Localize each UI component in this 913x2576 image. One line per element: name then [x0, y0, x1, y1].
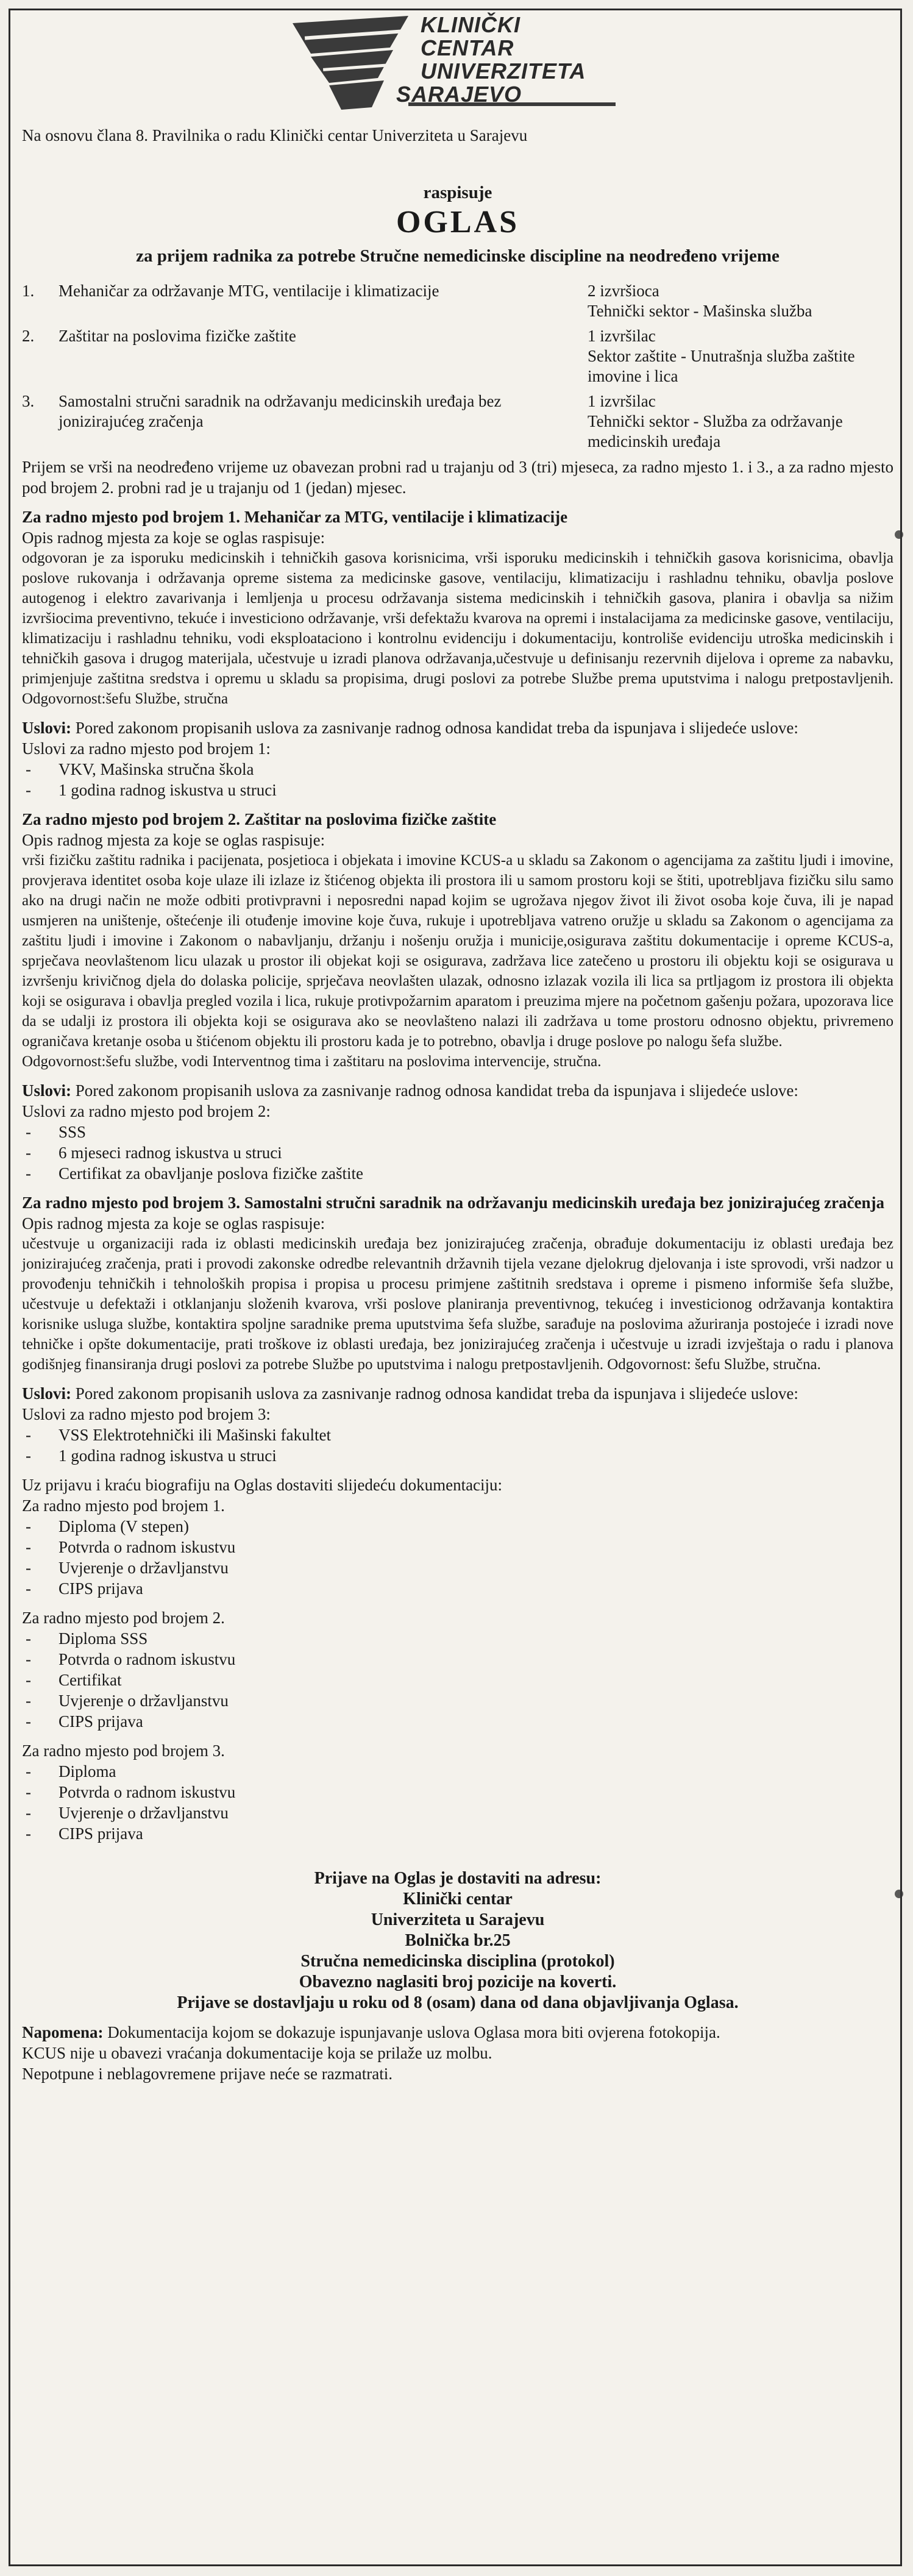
- list-item: - Uvjerenje o državljanstvu: [22, 1802, 893, 1823]
- footer-line: Univerziteta u Sarajevu: [371, 1910, 545, 1929]
- logo-line-3: UNIVERZITETA: [421, 59, 586, 84]
- position-number: 3.: [22, 392, 35, 410]
- description-text: učestvuje u organizaciji rada iz oblasti medicinskih uređaja bez jonizirajućeg zračenja, obrađuje dokumentaciju iz oblasti uređaja bez jonizirajućeg zračenja, prati i provodi zakonske odredbe relevantnih državnih tijela vezane djelokrug djelovanja i iste sprovodi, vrši nadzor u provođenju tehničkih i tehnoloških propisa i propisa u procesu primjene zaštitnih sredstava i opreme i pismeno informiše šefa službe, učestvuje u defektaži i otklanjanju složenih kvarova, vrši poslove planiranja preventivnog, tekućeg i investicionog održavanja kontaktira korisnike usluga službe, kontaktira spoljne saradnike prema uputstvima šefa službe, sarađuje na poslovima ažuriranja postojeće i izradi nove tehničke i opšte dokumentacije, prati troškove iz oblasti uređaja, bez jonizirajućeg zračenja i učestvuje u izradi izvještaja o radu i planova godišnjeg finansiranja drugi poslovi za potrebe Službe po uputstvima i nalogu pretpostavljenih. Odgovornost: šefu Službe, stručna.: [22, 1236, 893, 1373]
- note-text: [22, 2022, 893, 2043]
- list-item: - SSS: [22, 1122, 893, 1142]
- list-item: - Diploma (V stepen): [22, 1516, 893, 1537]
- description-label: Opis radnog mjesta za koje se oglas raspisuje:: [22, 1214, 325, 1233]
- position-number: 1.: [22, 282, 35, 300]
- documents-group-label: Za radno mjesto pod brojem 3.: [22, 1742, 225, 1760]
- section-position-1: [22, 507, 893, 800]
- note-section: [22, 2022, 893, 2084]
- positions-table: [22, 281, 893, 457]
- footer-line: Obavezno naglasiti broj pozicije na koverti.: [299, 1973, 617, 1991]
- position-name: Zaštitar na poslovima fizičke zaštite: [59, 327, 296, 345]
- conditions-text: [22, 1080, 893, 1101]
- list-item: - Certifikat: [22, 1670, 893, 1690]
- position-count-unit: [588, 281, 893, 326]
- footer-line: Stručna nemedicinska disciplina (protokol): [300, 1952, 615, 1971]
- conditions-text: [22, 1383, 893, 1404]
- footer-line: Prijave se dostavljaju u roku od 8 (osam) dana od dana objavljivanja Oglasa.: [177, 1993, 739, 2012]
- list-item: - VSS Elektrotehnički ili Mašinski fakultet: [22, 1425, 893, 1445]
- documents-group-label: Za radno mjesto pod brojem 2.: [22, 1609, 225, 1627]
- position-count-unit: [588, 391, 893, 457]
- list-item: - Uvjerenje o državljanstvu: [22, 1557, 893, 1578]
- section-position-3: [22, 1192, 893, 1466]
- description-label: Opis radnog mjesta za koje se oglas raspisuje:: [22, 528, 325, 547]
- section-heading: Za radno mjesto pod brojem 3. Samostalni stručni saradnik na održavanju medicinskih uređaja bez jonizirajućeg zračenja: [22, 1194, 885, 1212]
- list-item: - CIPS prijava: [22, 1711, 893, 1732]
- position-count: 2 izvršioca: [588, 282, 659, 300]
- conditions-label: Uslovi:: [22, 719, 71, 737]
- position-count: 1 izvršilac: [588, 327, 656, 345]
- list-item: - Potvrda o radnom iskustvu: [22, 1782, 893, 1802]
- conditions-body: Pored zakonom propisanih uslova za zasnivanje radnog odnosa kandidat treba da ispunjava i slijedeće uslove:: [71, 719, 798, 737]
- footer-line: Klinički centar: [403, 1890, 513, 1909]
- kcus-logo: [286, 11, 628, 115]
- documents-list: [22, 1628, 893, 1732]
- list-item: - Potvrda o radnom iskustvu: [22, 1537, 893, 1557]
- description-text: odgovoran je za isporuku medicinskih i tehničkih gasova korisnicima, vrši isporuku medicinskih i tehničkih gasova korisnicima, obavlja poslove rukovanja i održavanja opreme sistema za medicinske gasove, ventilaciju, klimatizaciju i rashladnu tehniku, obavlja poslove autogenog i elektro zavarivanja i lemljenja u procesu održavanja sistema medicinskih i tehničkih gasova, planira i obavlja sa nižim izvršiocima preventivno, tekuće i investiciono održavanje, vrši defektažu kvarova na opremi i instalacijama za medicinske gasove, ventilaciju, klimatizaciju i rashladnu tehniku, vodi eksploataciono i kontrolnu evidenciju i dokumentaciju, kontroliše evidenciju utroška medicinskih i tehničkih gasova i drugog materijala, učestvuje u izradi planova održavanja,učestvuje u definisanju rezervnih dijelova i opreme za nabavku, primjenjuje zaštitna sredstva i opremu u skladu sa propisima, drugi poslovi za potrebe Službe prema uputstvima i nalogu pretpostavljenih. Odgovornost:šefu Službe, stručna: [22, 550, 893, 707]
- list-item: - 1 godina radnog iskustva u struci: [22, 1445, 893, 1466]
- list-item: - Diploma SSS: [22, 1628, 893, 1649]
- list-item: - VKV, Mašinska stručna škola: [22, 759, 893, 780]
- position-count-unit: [588, 326, 893, 391]
- conditions-sub: Uslovi za radno mjesto pod brojem 2:: [22, 1102, 271, 1120]
- list-item: - 1 godina radnog iskustva u struci: [22, 780, 893, 800]
- position-count: 1 izvršilac: [588, 392, 656, 410]
- documents-list: [22, 1516, 893, 1599]
- list-item: - CIPS prijava: [22, 1823, 893, 1844]
- position-unit: Sektor zaštite - Unutrašnja služba zaštite imovine i lica: [588, 347, 855, 385]
- position-name: Samostalni stručni saradnik na održavanju medicinskih uređaja bez jonizirajućeg zračenja: [59, 392, 502, 430]
- position-unit: Tehnički sektor - Mašinska služba: [588, 302, 812, 320]
- footer-line: Prijave na Oglas je dostaviti na adresu:: [314, 1869, 602, 1888]
- list-item: - CIPS prijava: [22, 1578, 893, 1599]
- oglas-title: OGLAS: [396, 205, 520, 240]
- document-body: [22, 125, 893, 2084]
- documents-section: [22, 1475, 893, 1844]
- note-label: Napomena:: [22, 2023, 104, 2041]
- logo-line-4: SARAJEVO: [396, 82, 522, 107]
- submission-address: [22, 1868, 893, 2013]
- section-position-2: [22, 809, 893, 1184]
- documents-intro: Uz prijavu i kraću biografiju na Oglas dostaviti slijedeću dokumentaciju:: [22, 1476, 503, 1494]
- footer-line: Bolnička br.25: [405, 1931, 511, 1950]
- note-line: Nepotpune i neblagovremene prijave neće se razmatrati.: [22, 2065, 393, 2083]
- table-row: [22, 391, 893, 457]
- punch-hole: [895, 1890, 903, 1898]
- note-body: Dokumentacija kojom se dokazuje ispunjavanje uslova Oglasa mora biti ovjerena fotokopija.: [103, 2023, 720, 2041]
- punch-hole: [895, 530, 903, 539]
- requirements-list: [22, 759, 893, 800]
- raspisuje-label: raspisuje: [423, 183, 492, 202]
- position-unit: Tehnički sektor - Služba za održavanje medicinskih uređaja: [588, 412, 843, 450]
- position-number: 2.: [22, 327, 35, 345]
- logo-line-2: CENTAR: [421, 35, 514, 60]
- table-row: [22, 281, 893, 326]
- conditions-body: Pored zakonom propisanih uslova za zasnivanje radnog odnosa kandidat treba da ispunjava i slijedeće uslove:: [71, 1384, 798, 1403]
- probation-text: Prijem se vrši na neodređeno vrijeme uz obavezan probni rad u trajanju od 3 (tri) mjeseca, za radno mjesto 1. i 3., a za radno mjesto pod brojem 2. probni rad je u trajanju od 1 (jedan) mjesec.: [22, 458, 893, 497]
- intro-text: Na osnovu člana 8. Pravilnika o radu Klinički centar Univerziteta u Sarajevu: [22, 126, 528, 144]
- conditions-sub: Uslovi za radno mjesto pod brojem 1:: [22, 739, 271, 758]
- conditions-sub: Uslovi za radno mjesto pod brojem 3:: [22, 1405, 271, 1423]
- list-item: - Potvrda o radnom iskustvu: [22, 1649, 893, 1670]
- section-heading: Za radno mjesto pod brojem 2. Zaštitar na poslovima fizičke zaštite: [22, 810, 497, 828]
- list-item: - Certifikat za obavljanje poslova fizičke zaštite: [22, 1163, 893, 1184]
- list-item: - Diploma: [22, 1761, 893, 1782]
- requirements-list: [22, 1122, 893, 1184]
- documents-list: [22, 1761, 893, 1844]
- oglas-subtitle: za prijem radnika za potrebe Stručne nemedicinske discipline na neodređeno vrijeme: [136, 246, 780, 266]
- position-name: Mehaničar za održavanje MTG, ventilacije i klimatizacije: [59, 282, 439, 300]
- list-item: - Uvjerenje o državljanstvu: [22, 1690, 893, 1711]
- conditions-label: Uslovi:: [22, 1081, 71, 1100]
- documents-group-label: Za radno mjesto pod brojem 1.: [22, 1496, 225, 1515]
- requirements-list: [22, 1425, 893, 1466]
- logo-line-1: KLINIČKI: [421, 12, 520, 37]
- section-heading: Za radno mjesto pod brojem 1. Mehaničar za MTG, ventilacije i klimatizacije: [22, 508, 568, 526]
- table-row: [22, 326, 893, 391]
- list-item: - 6 mjeseci radnog iskustva u struci: [22, 1142, 893, 1163]
- description-text: vrši fizičku zaštitu radnika i pacijenata, posjetioca i objekata i imovine KCUS-a u skladu sa Zakonom o agencijama za zaštitu ljudi i imovine, provjerava identitet osoba koje ulaze ili izlaze iz štićenog objekta ili prostora ili u samom prostoru koji se štiti, upotrebljava fizičku silu samo ako na drugi način ne može odbiti protivpravni i neposredni napad kojim se ugrožava njegov život ili život osoba koje čuva, ili je napad usmjeren na uništenje, oštećenje ili otuđenje imovine koje čuva, rukuje i upotrebljava vatreno oružje u skladu sa Zakonom o agencijama za zaštitu ljudi i imovine i Zakonom o nabavljanju, držanju i nošenju oružja i municije,osigurava zaštitu dokumentacije i opreme KCUS-a, sprječava neovlaštenom licu ulazak u prostor ili objekat koji se osigurava, zadržava lice zatečeno u prostoru ili objektu koji se osigurava u izvršenju krivičnog djela do dolaska policije, sprječava neovlašten ulazak, odnosno izlazak vozila ili lica sa prtljagom iz prostora ili objekta koji se osigurava i obavlja pregled vozila i lica, rukuje protivpožarnim aparatom i preuzima mjere na početnom gašenju požara, upozorava lice da se udalji iz prostora ili objekta koji se osigurava ako se neovlašteno nalazi ili zadržava u tome prostoru odnosno objektu, privremeno ograničava kretanje osoba u štićenom objektu ili prostoru kada je to potrebno, obavlja i druge poslove po nalogu šefa službe.: [22, 852, 893, 1050]
- conditions-label: Uslovi:: [22, 1384, 71, 1403]
- responsibility-text: Odgovornost:šefu službe, vodi Interventnog tima i zaštitaru na poslovima intervencije, stručna.: [22, 1053, 602, 1070]
- description-label: Opis radnog mjesta za koje se oglas raspisuje:: [22, 831, 325, 849]
- conditions-body: Pored zakonom propisanih uslova za zasnivanje radnog odnosa kandidat treba da ispunjava i slijedeće uslove:: [71, 1081, 798, 1100]
- conditions-text: [22, 717, 893, 738]
- note-line: KCUS nije u obavezi vraćanja dokumentacije koja se prilaže uz molbu.: [22, 2044, 492, 2062]
